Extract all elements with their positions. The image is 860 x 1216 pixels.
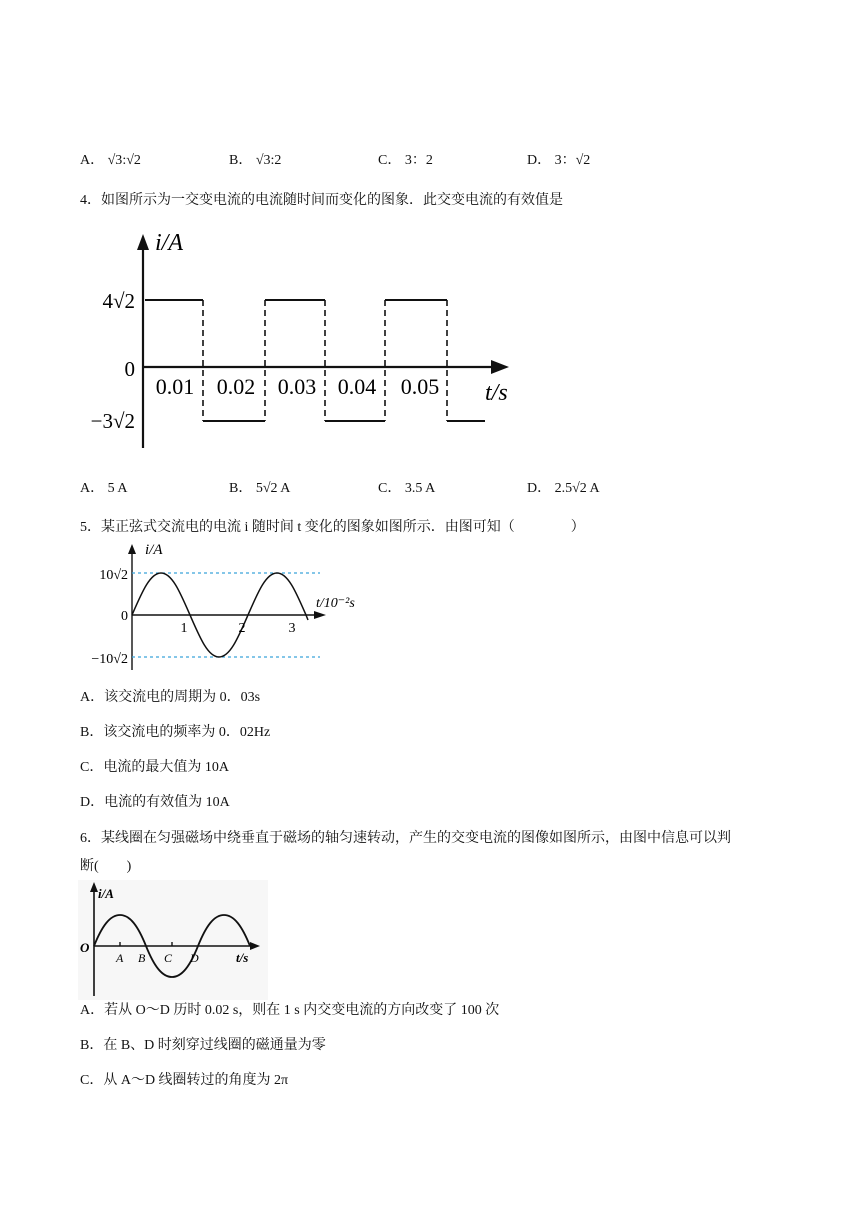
q6-x-axis-label: t/s: [236, 950, 249, 965]
option-letter: B．: [229, 153, 253, 168]
q4-y-tick-zero: 0: [124, 357, 135, 381]
q4-x-tick: 0.02: [216, 374, 256, 399]
q4-x-axis-label: t/s: [485, 380, 508, 406]
option-letter: B．: [229, 481, 253, 496]
q6-y-axis-label: i/A: [98, 886, 114, 901]
q5-x-tick: 3: [288, 621, 296, 636]
math-term: :: [122, 153, 127, 168]
q3-option-d: [527, 152, 590, 170]
q4-option-c: [378, 480, 435, 498]
option-letter: D．: [527, 153, 552, 168]
q4-y-axis-label: i/A: [155, 230, 183, 256]
q4-y-tick-top: 4√2: [102, 289, 135, 313]
q5-y-tick-bottom: −10√2: [91, 652, 128, 667]
q6-point-a: A: [116, 951, 124, 965]
q5-option-c: C．电流的最大值为 10A: [80, 760, 229, 775]
q5-x-tick: 2: [238, 621, 246, 636]
math-term: :2: [270, 153, 282, 168]
option-text: 5√2 A: [255, 481, 291, 496]
q4-option-d: [527, 480, 600, 498]
q5-option-b: B．该交流电的频率为 0．02Hz: [80, 725, 271, 740]
option-letter: C．: [378, 153, 402, 168]
q5-figure: [80, 540, 380, 674]
q4-x-tick: 0.01: [155, 374, 195, 399]
q4-x-tick: 0.04: [337, 374, 377, 399]
q6-stem-line1: 6．某线圈在匀强磁场中绕垂直于磁场的轴匀速转动，产生的交变电流的图像如图所示，由图中信息可以判: [80, 831, 731, 846]
q6-stem-line2: 断( ): [80, 859, 132, 874]
q5-x-axis-label: t/10⁻²s: [316, 596, 355, 611]
math-term: √3: [107, 153, 123, 168]
q6-option-b: B．在 B、D 时刻穿过线圈的磁通量为零: [80, 1038, 326, 1053]
q5-option-d: D．电流的有效值为 10A: [80, 795, 230, 810]
q4-option-a: [80, 480, 127, 498]
q6-option-a: A．若从 O～D 历时 0.02 s，则在 1 s 内交变电流的方向改变了 100 次: [80, 1003, 500, 1018]
math-term: √3: [255, 153, 271, 168]
q4-x-tick: 0.05: [400, 374, 440, 399]
option-letter: A．: [80, 153, 105, 168]
q5-option-a: A．该交流电的周期为 0．03s: [80, 690, 261, 705]
q5-y-tick-zero: 0: [121, 609, 128, 624]
q4-x-tick: 0.03: [277, 374, 317, 399]
q6-origin-label: O: [80, 940, 90, 955]
option-text: 3.5 A: [404, 481, 436, 496]
q6-option-c: C．从 A～D 线圈转过的角度为 2π: [80, 1073, 289, 1088]
q3-option-c: [378, 152, 433, 170]
q5-y-axis-label: i/A: [145, 542, 163, 558]
option-letter: A．: [80, 481, 105, 496]
math-term: √2: [126, 153, 141, 168]
option-letter: D．: [527, 481, 552, 496]
q5-x-tick: 1: [180, 621, 188, 636]
q6-figure: [78, 880, 268, 1000]
q3-option-b: [229, 152, 281, 170]
q4-option-b: [229, 480, 290, 498]
option-text: 5 A: [107, 481, 128, 496]
q6-point-d: D: [190, 951, 199, 965]
option-text: 3：2: [404, 153, 433, 168]
q4-figure: [85, 228, 525, 458]
q4-y-tick-bottom: −3√2: [90, 409, 135, 433]
math-term: √2: [575, 153, 591, 168]
q5-stem: 5．某正弦式交流电的电流 i 随时间 t 变化的图象如图所示．由图可知（ ）: [80, 520, 585, 535]
q6-point-c: C: [164, 951, 173, 965]
option-text: 2.5√2 A: [554, 481, 600, 496]
math-term: 3：: [554, 153, 576, 168]
q4-stem: 4．如图所示为一交变电流的电流随时间而变化的图象．此交变电流的有效值是: [80, 193, 563, 208]
q3-option-a: [80, 152, 141, 170]
q6-point-b: B: [138, 951, 146, 965]
q5-y-tick-top: 10√2: [99, 568, 128, 583]
option-letter: C．: [378, 481, 402, 496]
